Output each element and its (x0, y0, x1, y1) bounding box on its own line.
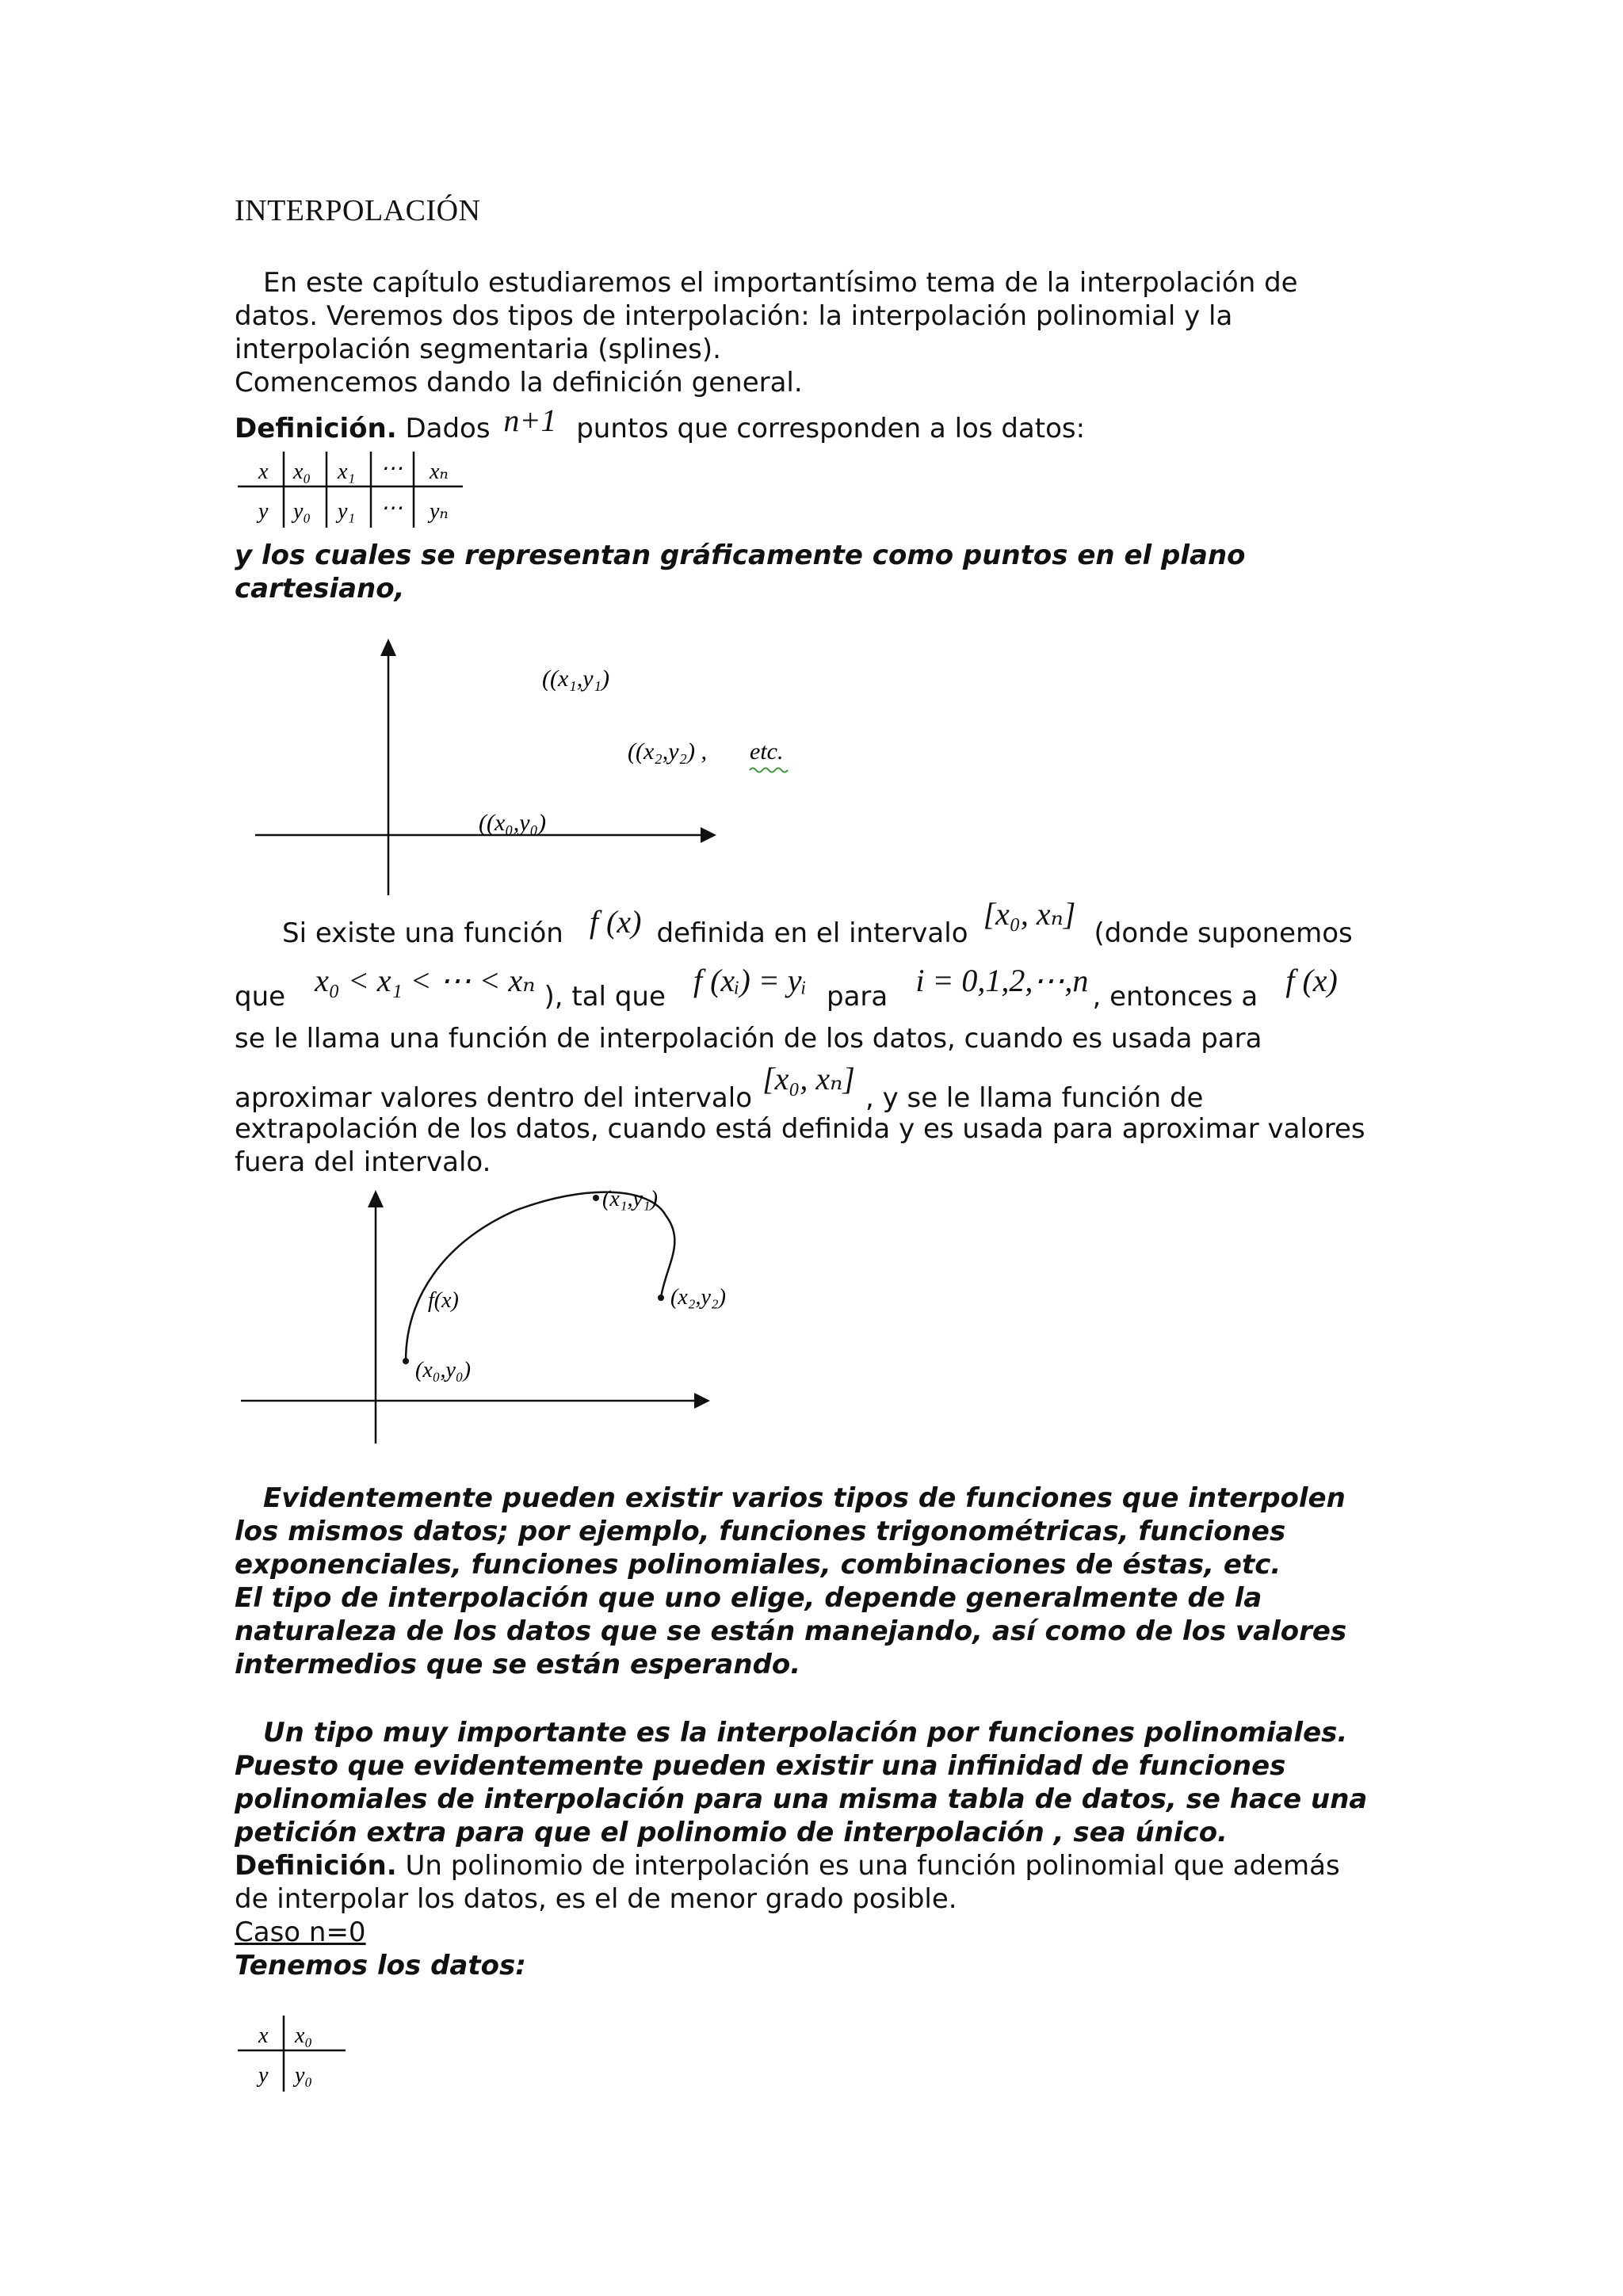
evident-line-3: exponenciales, funciones polinomiales, combinaciones de éstas, etc. (235, 1549, 1281, 1581)
point-2-label: (x₂,y₂) (670, 1285, 726, 1310)
point-1-dot (593, 1195, 599, 1201)
func-math-fx-2: f (x) (1285, 963, 1338, 998)
small-table-x0: x₀ (295, 2023, 313, 2048)
definition-after: puntos que corresponden a los datos: (576, 413, 1086, 444)
func-extrap-intro: , y se le llama función de (865, 1082, 1204, 1114)
intro-line-2: datos. Veremos dos tipos de interpolación: la interpolación polinomial y la (235, 300, 1233, 332)
definition-before: Dados (405, 413, 491, 444)
func-math-interval: [x₀, xₙ] (983, 896, 1076, 932)
small-table-y0: y₀ (295, 2063, 313, 2088)
table-x-dots: ⋯ (380, 456, 403, 481)
definition-2-line-1 (235, 1849, 1423, 1882)
plane-text-line-1: y los cuales se representan gráficamente como puntos en el plano (235, 540, 1246, 571)
point-2-label: ((x₂,y₂) , (628, 738, 707, 765)
fx-label: f(x) (428, 1288, 459, 1313)
case-label: Caso n=0 (235, 1917, 366, 1948)
func-text-a: Si existe una función (282, 917, 563, 949)
table-y0: y₀ (293, 499, 311, 524)
point-0-dot (403, 1358, 409, 1364)
table-x0: x₀ (293, 460, 311, 484)
data-table-small (235, 2009, 361, 2098)
func-math-condition: f (xᵢ) = yᵢ (693, 963, 807, 998)
table-y1: y₁ (338, 499, 356, 524)
spellcheck-underline (750, 769, 788, 772)
small-table-y-label: y (258, 2063, 269, 2088)
y-axis-arrow (380, 639, 396, 656)
func-line-2 (235, 963, 1407, 1013)
func-aprox: aproximar valores dentro del intervalo (235, 1082, 752, 1114)
evident-line-6: intermedios que se están esperando. (235, 1649, 801, 1680)
func-line-5: extrapolación de los datos, cuando está definida y es usada para aproximar valores (235, 1113, 1365, 1145)
definition-label: Definición. (235, 413, 397, 444)
x-axis-arrow (701, 827, 716, 843)
page-title: INTERPOLACIÓN (235, 194, 481, 227)
n-plus-one-math: n+1 (503, 402, 557, 438)
poly-line-3: polinomiales de interpolación para una misma tabla de datos, se hace una (235, 1783, 1368, 1815)
point-0-label: (x₀,y₀) (415, 1358, 471, 1383)
poly-line-2: Puesto que evidentemente pueden existir una infinidad de funciones (235, 1750, 1286, 1782)
func-line-1 (282, 896, 1353, 950)
interpolating-curve (406, 1192, 666, 1361)
evident-line-5: naturaleza de los datos que se están manejando, así como de los valores (235, 1615, 1347, 1647)
x-axis-arrow (694, 1393, 710, 1409)
evident-line-1: Evidentemente pueden existir varios tipos de funciones que interpolen (263, 1482, 1346, 1514)
func-tal-que: ), tal que (544, 981, 666, 1013)
func-para: para (826, 981, 888, 1013)
func-entonces: , entonces a (1092, 981, 1258, 1013)
table-y-label: y (258, 499, 269, 524)
definition-line (235, 402, 1423, 445)
func-math-order: x₀ < x₁ < ⋯ < xₙ (315, 963, 536, 998)
definition-2-label: Definición. (235, 1850, 397, 1882)
definition-2-text: Un polinomio de interpolación es una función polinomial que además (405, 1850, 1340, 1882)
func-math-interval-2: [x₀, xₙ] (762, 1061, 855, 1097)
etc-label: etc. (750, 738, 784, 765)
table-x-label: x (258, 460, 269, 484)
func-line-3: se le llama una función de interpolación de los datos, cuando es usada para (235, 1023, 1262, 1055)
y-axis-arrow (368, 1190, 384, 1207)
func-text-c: (donde suponemos (1094, 917, 1353, 949)
function-graph (238, 1179, 808, 1448)
intro-line-4: Comencemos dando la definición general. (235, 367, 803, 399)
table-y-dots: ⋯ (380, 496, 403, 521)
intro-line-1: En este capítulo estudiaremos el importantísimo tema de la interpolación de (263, 267, 1298, 299)
data-table-full (235, 445, 472, 534)
definition-2-line-2: de interpolar los datos, es el de menor grado posible. (235, 1883, 957, 1915)
point-2-dot (658, 1295, 664, 1301)
point-0-label: ((x₀,y₀) (479, 810, 546, 836)
table-x1: x₁ (338, 460, 356, 484)
evident-line-4: El tipo de interpolación que uno elige, depende generalmente de la (235, 1582, 1262, 1614)
table-xn: xₙ (430, 460, 449, 484)
point-1-label: (x₁,y₁) (602, 1187, 658, 1211)
func-line-6: fuera del intervalo. (235, 1146, 491, 1178)
plane-text-line-2: cartesiano, (235, 573, 405, 605)
small-table-x-label: x (258, 2023, 269, 2048)
func-que: que (235, 981, 286, 1013)
func-math-fx: f (x) (589, 904, 642, 940)
point-1-label: ((x₁,y₁) (542, 666, 609, 692)
func-line-4 (235, 1061, 1204, 1115)
poly-line-1: Un tipo muy importante es la interpolación por funciones polinomiales. (263, 1717, 1348, 1749)
evident-line-2: los mismos datos; por ejemplo, funciones trigonométricas, funciones (235, 1516, 1286, 1547)
data-label: Tenemos los datos: (235, 1950, 526, 1981)
poly-line-4: petición extra para que el polinomio de interpolación , sea único. (235, 1817, 1228, 1848)
func-math-index: i = 0,1,2,⋯,n (915, 963, 1089, 998)
intro-line-3: interpolación segmentaria (splines). (235, 334, 721, 365)
points-graph (238, 634, 808, 903)
func-text-b: definida en el intervalo (656, 917, 968, 949)
table-yn: yₙ (430, 499, 449, 524)
